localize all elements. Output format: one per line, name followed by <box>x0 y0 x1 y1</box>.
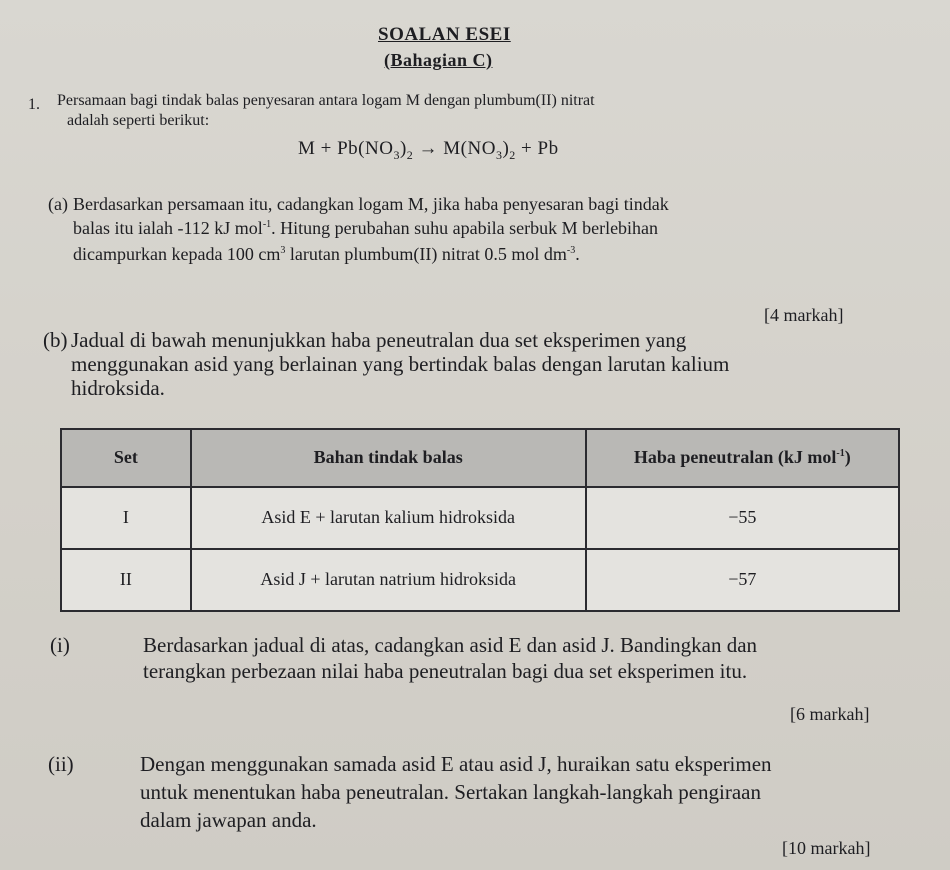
table-header-row <box>61 429 899 487</box>
table-header-set: Set <box>61 429 191 487</box>
part-b-line3: hidroksida. <box>71 376 165 400</box>
part-b-i-line1: Berdasarkan jadual di atas, cadangkan asid E dan asid J. Bandingkan dan <box>143 633 758 657</box>
part-b-i-line2: terangkan perbezaan nilai haba peneutralan bagi dua set eksperimen itu. <box>143 659 748 683</box>
neutralisation-table <box>60 428 900 612</box>
table-cell-heat: −57 <box>586 549 899 611</box>
chemical-equation: $M + Pb(NO_3)_2 \to M(NO_3)_2 + Pb$ <box>298 138 559 162</box>
part-a-label: (a) <box>48 194 68 214</box>
table-cell-reactants: Asid E + larutan kalium hidroksida <box>191 487 586 549</box>
question-number: 1. <box>28 96 40 113</box>
part-a-line2: balas itu ialah -112 kJ mol$^{-1}$. Hitung perubahan suhu apabila serbuk M berlebihan <box>73 218 659 238</box>
part-a-line1: Berdasarkan persamaan itu, cadangkan logam M, jika haba penyesaran bagi tindak <box>73 194 669 214</box>
part-a-marks: [4 markah] <box>764 305 844 325</box>
table-row <box>61 549 899 611</box>
table-row <box>61 487 899 549</box>
table-header-reactants: Bahan tindak balas <box>191 429 586 487</box>
table-header-heat: Haba peneutralan (kJ mol$^{-1}$) <box>586 429 899 487</box>
part-b-ii-marks: [10 markah] <box>782 838 871 858</box>
part-b-ii-label: (ii) <box>48 752 74 776</box>
part-b-line1: Jadual di bawah menunjukkan haba peneutralan dua set eksperimen yang <box>71 328 687 352</box>
part-b-ii-line2: untuk menentukan haba peneutralan. Sertakan langkah-langkah pengiraan <box>140 780 762 804</box>
table-cell-reactants: Asid J + larutan natrium hidroksida <box>191 549 586 611</box>
table-cell-set: II <box>61 549 191 611</box>
question-intro-line1: Persamaan bagi tindak balas penyesaran antara logam M dengan plumbum(II) nitrat <box>57 92 595 109</box>
part-b-ii-line3: dalam jawapan anda. <box>140 808 317 832</box>
table-cell-heat: −55 <box>586 487 899 549</box>
question-intro-line2: adalah seperti berikut: <box>67 112 210 129</box>
part-a-line3: dicampurkan kepada 100 $cm^3$ larutan plumbum(II) nitrat 0.5 mol $dm^{-3}$. <box>73 244 580 264</box>
section-subtitle: (Bahagian C) <box>384 50 493 70</box>
part-b-i-marks: [6 markah] <box>790 704 870 724</box>
reaction-arrow-icon: → <box>418 138 439 159</box>
part-b-ii-line1: Dengan menggunakan samada asid E atau asid J, huraikan satu eksperimen <box>140 752 772 776</box>
table-cell-set: I <box>61 487 191 549</box>
part-b-label: (b) <box>43 328 68 352</box>
part-b-i-label: (i) <box>50 633 70 657</box>
section-title: SOALAN ESEI <box>378 24 511 45</box>
part-b-line2: menggunakan asid yang berlainan yang bertindak balas dengan larutan kalium <box>71 352 730 376</box>
